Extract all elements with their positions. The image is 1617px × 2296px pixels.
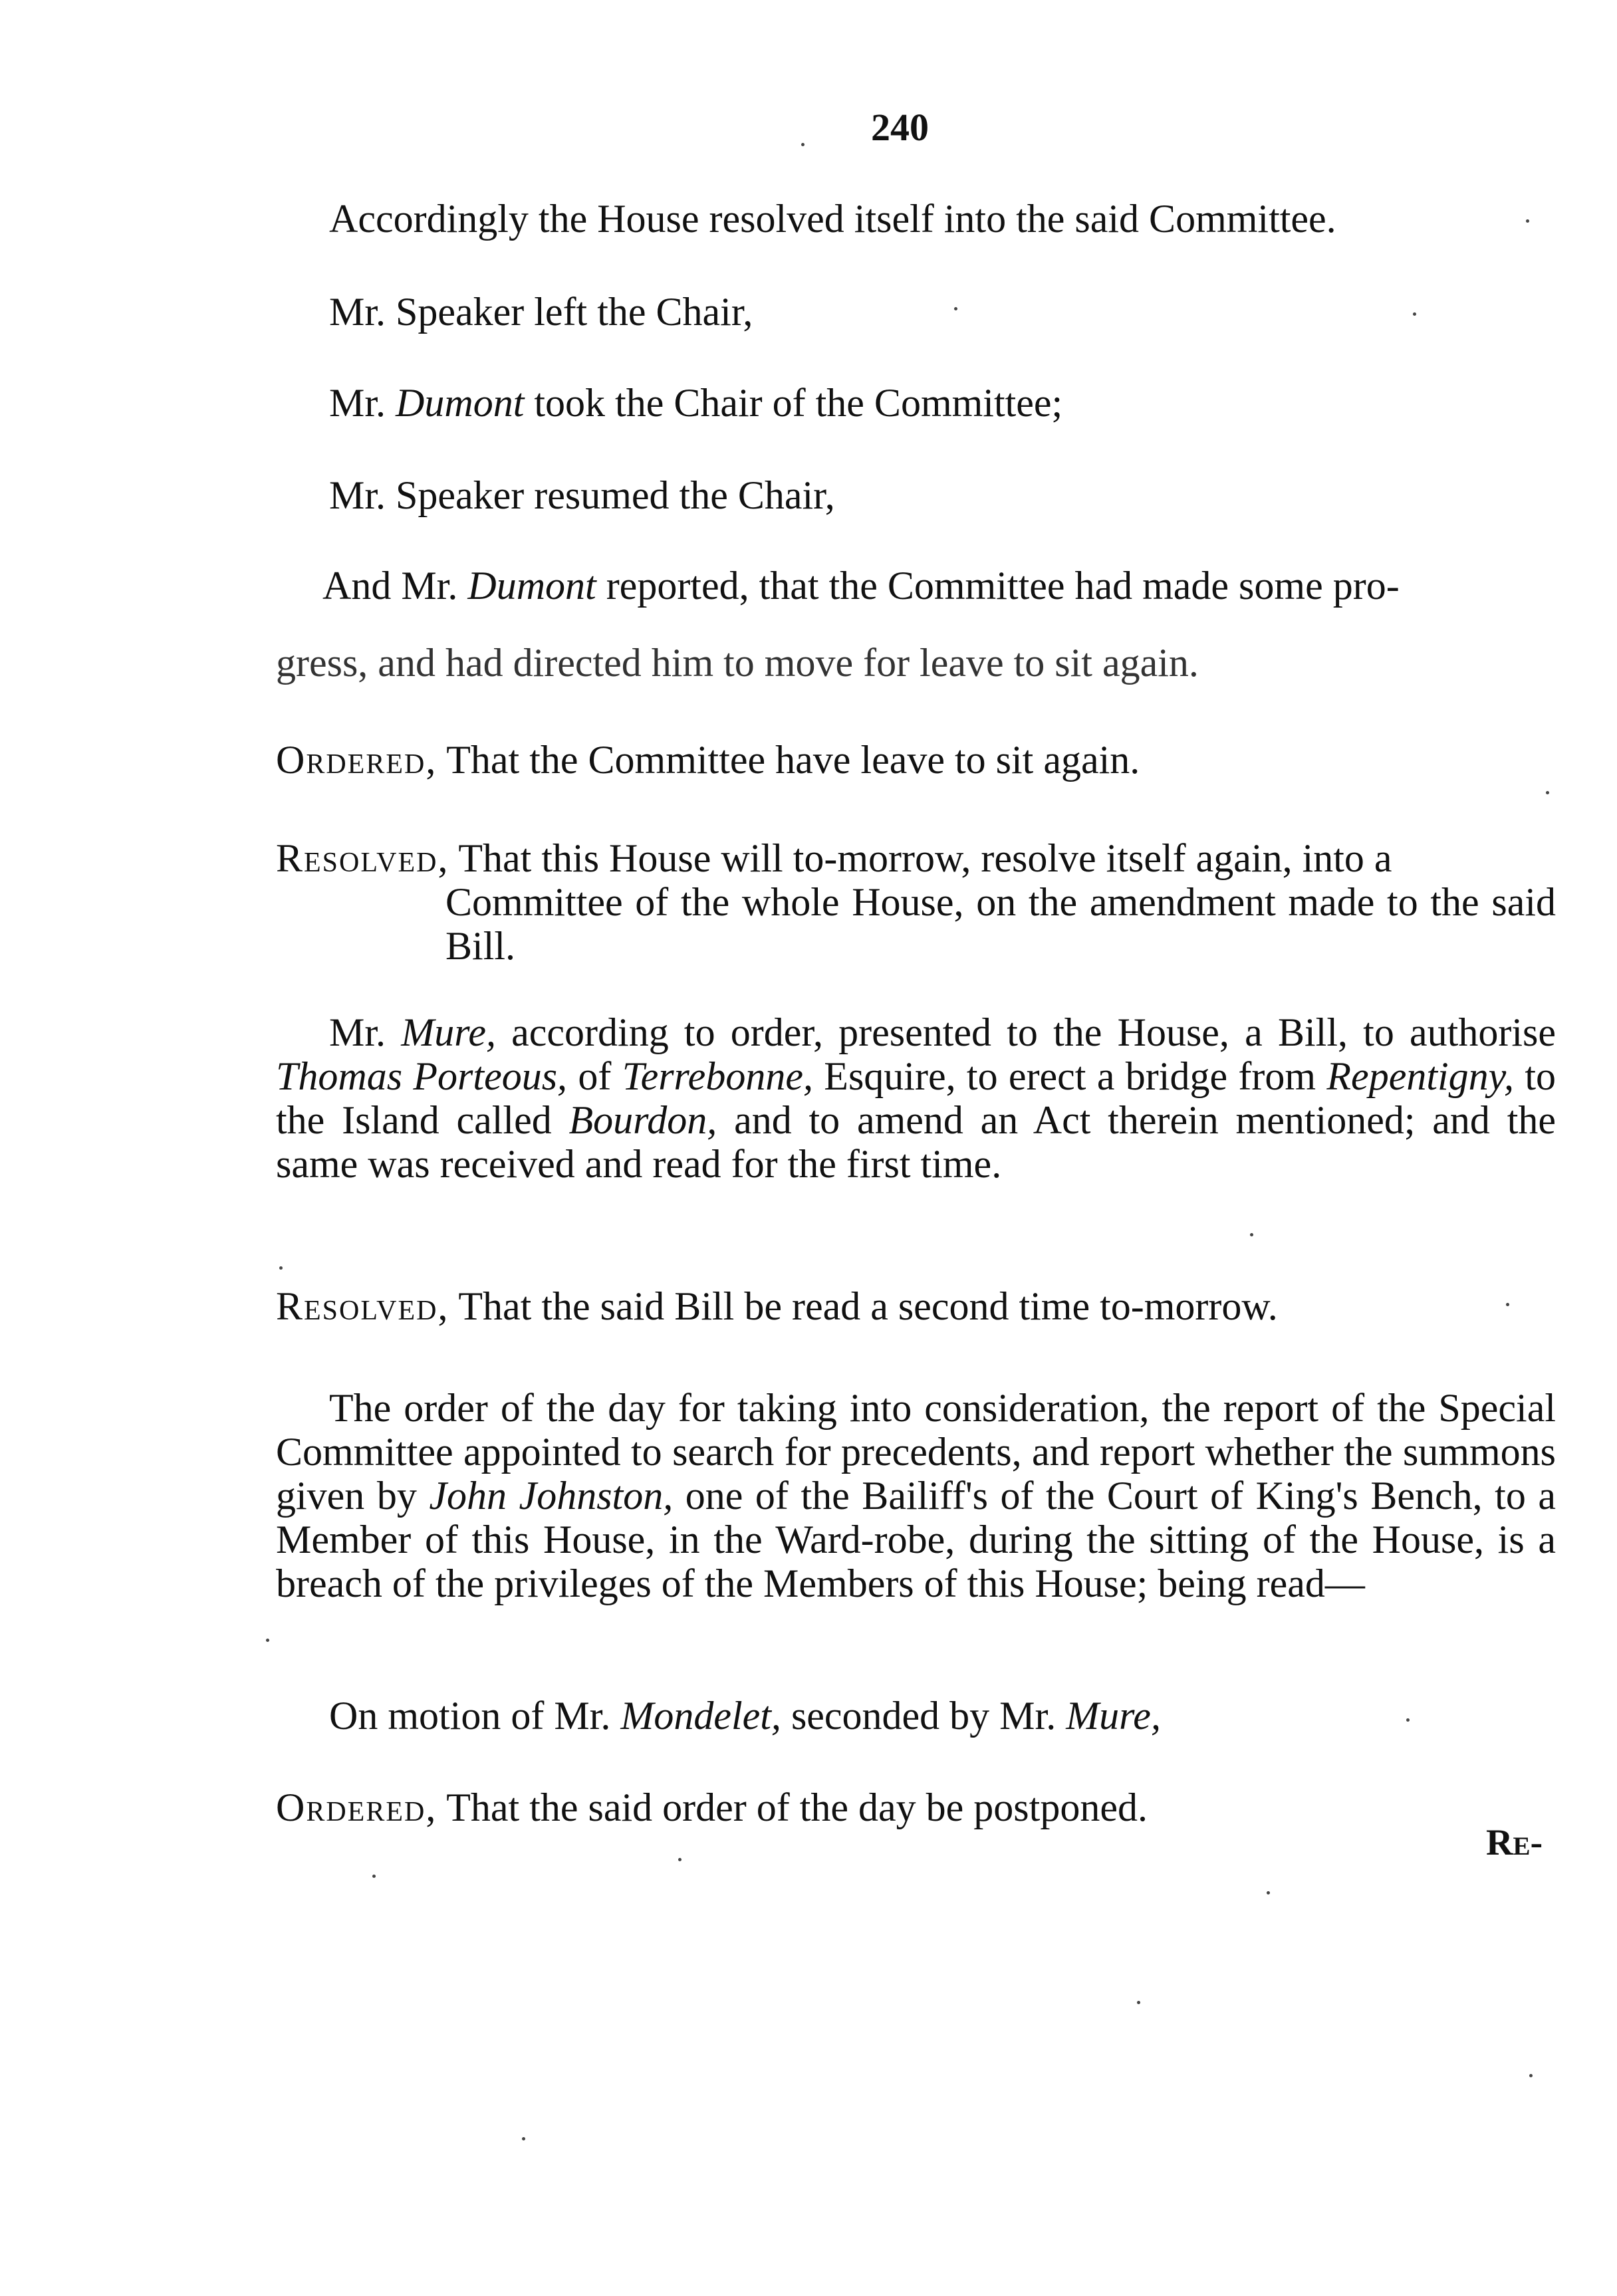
- person-name: Mure,: [401, 1010, 496, 1054]
- person-name: Dumont: [396, 381, 525, 425]
- text-segment: The order of the day for taking into consideration, the report of the Special Committee appointed to search for precedents, and report whether the summons given by: [276, 1386, 1556, 1518]
- entry-speaker-left-chair: Mr. Speaker left the Chair,: [329, 290, 753, 334]
- scan-speck: [522, 2137, 525, 2140]
- entry-ordered-leave-to-sit: [276, 738, 1140, 782]
- scan-speck: [279, 1266, 283, 1270]
- entry-speaker-resumed-chair: Mr. Speaker resumed the Chair,: [329, 473, 835, 517]
- text-segment: to the Island called: [276, 1054, 1556, 1142]
- entry-order-of-day-summons: [276, 1386, 1556, 1605]
- entry-dumont-took-chair: [329, 381, 1062, 425]
- page-number: 240: [871, 106, 929, 149]
- scan-speck: [1250, 1233, 1253, 1236]
- person-name: Mondelet,: [620, 1694, 781, 1738]
- text-segment: and to amend an Act therein mentioned; and the same was received and read for the first time.: [276, 1098, 1556, 1186]
- person-name: Dumont: [467, 564, 596, 608]
- ordered-label: Ordered,: [276, 1785, 437, 1829]
- text-segment: Mr.: [329, 381, 396, 425]
- scan-speck: [1137, 2001, 1140, 2004]
- entry-motion-mondelet: [329, 1694, 1161, 1738]
- scan-speck: [1546, 791, 1549, 794]
- scan-speck: [1526, 219, 1529, 223]
- scan-speck: [372, 1875, 376, 1878]
- resolution-continuation: Committee of the whole House, on the amendment made to the said Bill.: [445, 880, 1556, 968]
- text-segment: That the Committee have leave to sit again.: [437, 738, 1140, 782]
- text-segment: That the said Bill be read a second time to-morrow.: [449, 1284, 1278, 1328]
- resolved-label: Resolved,: [276, 1284, 449, 1328]
- text-segment: seconded by Mr.: [781, 1694, 1066, 1738]
- catchword: Re-: [1486, 1822, 1543, 1863]
- scan-speck: [266, 1639, 269, 1642]
- entry-house-resolved-into-committee: Accordingly the House resolved itself into the said Committee.: [329, 197, 1336, 241]
- place-name: Repentigny,: [1326, 1054, 1514, 1098]
- entry-mure-presented-bill: [276, 1010, 1556, 1186]
- order-paragraph: [276, 1386, 1556, 1605]
- scan-speck: [801, 143, 805, 146]
- entry-dumont-reported-continued: gress, and had directed him to move for leave to sit again.: [276, 641, 1199, 685]
- scan-speck: [1506, 1303, 1509, 1306]
- scan-speck: [1529, 2074, 1533, 2077]
- text-segment: took the Chair of the Committee;: [524, 381, 1063, 425]
- text-segment: On motion of Mr.: [329, 1694, 621, 1738]
- text-segment: according to order, presented to the House, a Bill, to authorise: [495, 1010, 1556, 1054]
- text-segment: reported, that the Committee had made some pro-: [596, 564, 1400, 608]
- person-name: John Johnston,: [429, 1474, 674, 1518]
- resolved-label: Resolved,: [276, 836, 449, 880]
- text-segment: Esquire, to erect a bridge from: [812, 1054, 1327, 1098]
- entry-resolved-committee-tomorrow: [276, 836, 1556, 968]
- scan-speck: [678, 1858, 682, 1861]
- entry-dumont-reported: [322, 564, 1400, 608]
- entry-ordered-postponed: [276, 1785, 1148, 1829]
- person-name: Mure,: [1066, 1694, 1161, 1738]
- text-segment: of: [567, 1054, 622, 1098]
- text-segment: Mr.: [329, 1010, 402, 1054]
- text-segment: That the said order of the day be postponed.: [437, 1785, 1148, 1829]
- scan-speck: [954, 307, 957, 310]
- ordered-label: Ordered,: [276, 738, 437, 782]
- scan-speck: [1267, 1891, 1270, 1894]
- place-name: Terrebonne,: [622, 1054, 813, 1098]
- resolution-first-line: [276, 836, 1556, 880]
- text-segment: That this House will to-morrow, resolve itself again, into a: [449, 836, 1392, 880]
- scan-speck: [1406, 1718, 1410, 1722]
- text-segment: And Mr.: [322, 564, 468, 608]
- person-name: Thomas Porteous,: [276, 1054, 568, 1098]
- text-segment: one of the Bailiff's of the Court of King's Bench, to a Member of this House, in the Ward-robe, during the sitting of the House, is a breach of the privileges of the Members of this House; being read—: [276, 1474, 1556, 1605]
- entry-resolved-second-reading: [276, 1284, 1278, 1328]
- bill-paragraph: [276, 1010, 1556, 1186]
- place-name: Bourdon,: [568, 1098, 717, 1142]
- scan-speck: [1413, 312, 1416, 316]
